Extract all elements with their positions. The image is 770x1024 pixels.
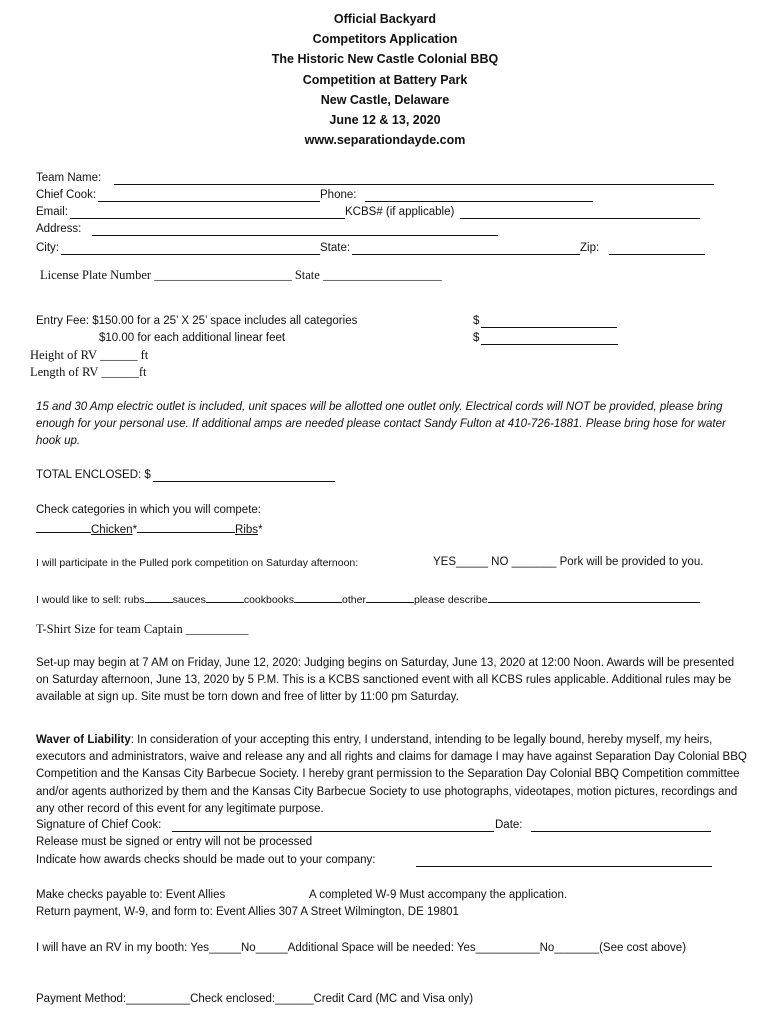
license-plate-row[interactable]: License Plate Number ______________________ State ___________________ <box>40 268 442 282</box>
header-subtitle: Competitors Application <box>312 32 458 47</box>
sell-describe-label: please describe <box>413 594 488 606</box>
team-name-field[interactable] <box>114 173 714 185</box>
chief-cook-field[interactable] <box>98 190 320 202</box>
entry-fee-dollar: $ <box>473 315 480 327</box>
header-dates: June 12 & 13, 2020 <box>329 113 441 128</box>
total-enclosed-label: TOTAL ENCLOSED: $ <box>36 469 151 481</box>
electric-note: 15 and 30 Amp electric outlet is included, unit spaces will be allotted one outlet only. Electrical cords will NOT be provided, please bring enough for your personal use. If additional amps are needed please contact Sandy Fulton at 410-726-1881. Please bring hose for water hook up. <box>36 401 726 448</box>
pulled-pork-question: I will participate in the Pulled pork competition on Saturday afternoon: <box>36 557 359 569</box>
waiver-text: : In consideration of your accepting this entry, I understand, intending to be legally bound, hereby myself, my heirs, executors and administrators, waive and release any and all rights and claims for damage I may have against Separation Day Colonial BBQ Competition and the Kansas City Barbecue Society. I hereby grant permission to the Separation Day Colonial BBQ Competition committee and/or agents authorized by them and the Kansas City Barbecue Society to use photographs, videotapes, motion pictures, recordings and any other record of this event for any legitimate purpose. <box>36 734 747 815</box>
state-label: State: <box>320 242 351 254</box>
chicken-asterisk: * <box>132 524 138 536</box>
checks-payable-text: Make checks payable to: Event Allies <box>36 889 226 901</box>
awards-checks-label: Indicate how awards checks should be made out to your company: <box>36 854 376 866</box>
email-label: Email: <box>36 206 68 218</box>
zip-label: Zip: <box>580 242 600 254</box>
sell-rubs-label: I would like to sell: rubs <box>36 594 145 606</box>
email-field[interactable] <box>70 207 345 219</box>
additional-fee-dollar: $ <box>473 332 480 344</box>
other-field[interactable] <box>366 591 414 603</box>
tshirt-row[interactable]: T-Shirt Size for team Captain __________ <box>36 622 249 636</box>
entry-fee-text: Entry Fee: $150.00 for a 25’ X 25’ space includes all categories <box>36 315 358 327</box>
header-title: Official Backyard <box>333 12 437 26</box>
chicken-label: Chicken <box>91 524 133 536</box>
ribs-checkbox-line[interactable] <box>137 521 235 533</box>
pulled-pork-answer[interactable]: YES_____ NO _______ Pork will be provided to you. <box>433 556 704 568</box>
zip-field[interactable] <box>609 243 705 255</box>
additional-fee-amount-field[interactable] <box>481 333 618 345</box>
ribs-asterisk: * <box>258 524 263 536</box>
team-name-row <box>36 172 101 184</box>
return-address: Return payment, W-9, and form to: Event Allies 307 A Street Wilmington, DE 19801 <box>36 906 459 918</box>
waiver-title: Waver of Liability <box>36 734 131 746</box>
rv-length-row[interactable]: Length of RV ______ft <box>30 365 147 379</box>
city-label: City: <box>36 242 59 254</box>
setup-paragraph: Set-up may begin at 7 AM on Friday, June 12, 2020: Judging begins on Saturday, June 13, 2020 at 12:00 Noon. Awards will be presented on Saturday afternoon, June 13, 2020 by 5 P.M. This is a KCBS sanctioned event with all KCBS rules applicable. Additional rules may be available at sign up. Site must be torn down and free of litter by 11:00 pm Saturday. <box>36 657 735 704</box>
header-venue: Competition at Battery Park <box>302 72 468 87</box>
signature-field[interactable] <box>172 820 494 832</box>
categories-prompt: Check categories in which you will compete: <box>36 504 261 516</box>
sell-other-label: other <box>342 594 366 606</box>
release-note: Release must be signed or entry will not be processed <box>36 836 313 848</box>
entry-fee-amount-field[interactable] <box>481 316 617 328</box>
waiver-paragraph <box>36 732 748 818</box>
sell-cookbooks-label: cookbooks <box>243 594 295 606</box>
date-label: Date: <box>495 819 523 831</box>
cookbooks-field[interactable] <box>294 591 342 603</box>
form-header <box>0 9 770 150</box>
describe-field[interactable] <box>488 591 700 603</box>
city-field[interactable] <box>61 243 320 255</box>
rv-booth-row[interactable]: I will have an RV in my booth: Yes_____No_____Additional Space will be needed: Yes__________No_______(See cost above) <box>36 942 687 954</box>
chicken-checkbox-line[interactable] <box>36 521 91 533</box>
header-website: www.separationdayde.com <box>304 133 466 148</box>
rv-height-row[interactable]: Height of RV ______ ft <box>30 348 149 362</box>
kcbs-field[interactable] <box>460 207 700 219</box>
header-event-name: The Historic New Castle Colonial BBQ <box>271 52 499 67</box>
payment-method-row[interactable]: Payment Method:__________Check enclosed:______Credit Card (MC and Visa only) <box>36 993 474 1005</box>
team-name-label: Team Name: <box>36 172 102 184</box>
awards-checks-field[interactable] <box>416 855 712 867</box>
sell-sauces-label: sauces <box>172 594 206 606</box>
additional-fee-text: $10.00 for each additional linear feet <box>99 332 286 344</box>
header-location: New Castle, Delaware <box>320 92 450 107</box>
rubs-field[interactable] <box>145 591 173 603</box>
address-field[interactable] <box>92 224 498 236</box>
w9-note: A completed W-9 Must accompany the application. <box>309 889 568 901</box>
chief-cook-label: Chief Cook: <box>36 189 97 201</box>
sell-row <box>36 591 700 606</box>
signature-label: Signature of Chief Cook: <box>36 819 162 831</box>
total-enclosed-field[interactable] <box>153 470 335 482</box>
categories-row <box>36 521 263 536</box>
address-label: Address: <box>36 223 82 235</box>
state-field[interactable] <box>352 243 580 255</box>
kcbs-label: KCBS# (if applicable) <box>345 206 455 218</box>
phone-label: Phone: <box>320 189 357 201</box>
sauces-field[interactable] <box>206 591 244 603</box>
date-field[interactable] <box>531 820 711 832</box>
ribs-label: Ribs <box>235 524 259 536</box>
phone-field[interactable] <box>365 190 593 202</box>
